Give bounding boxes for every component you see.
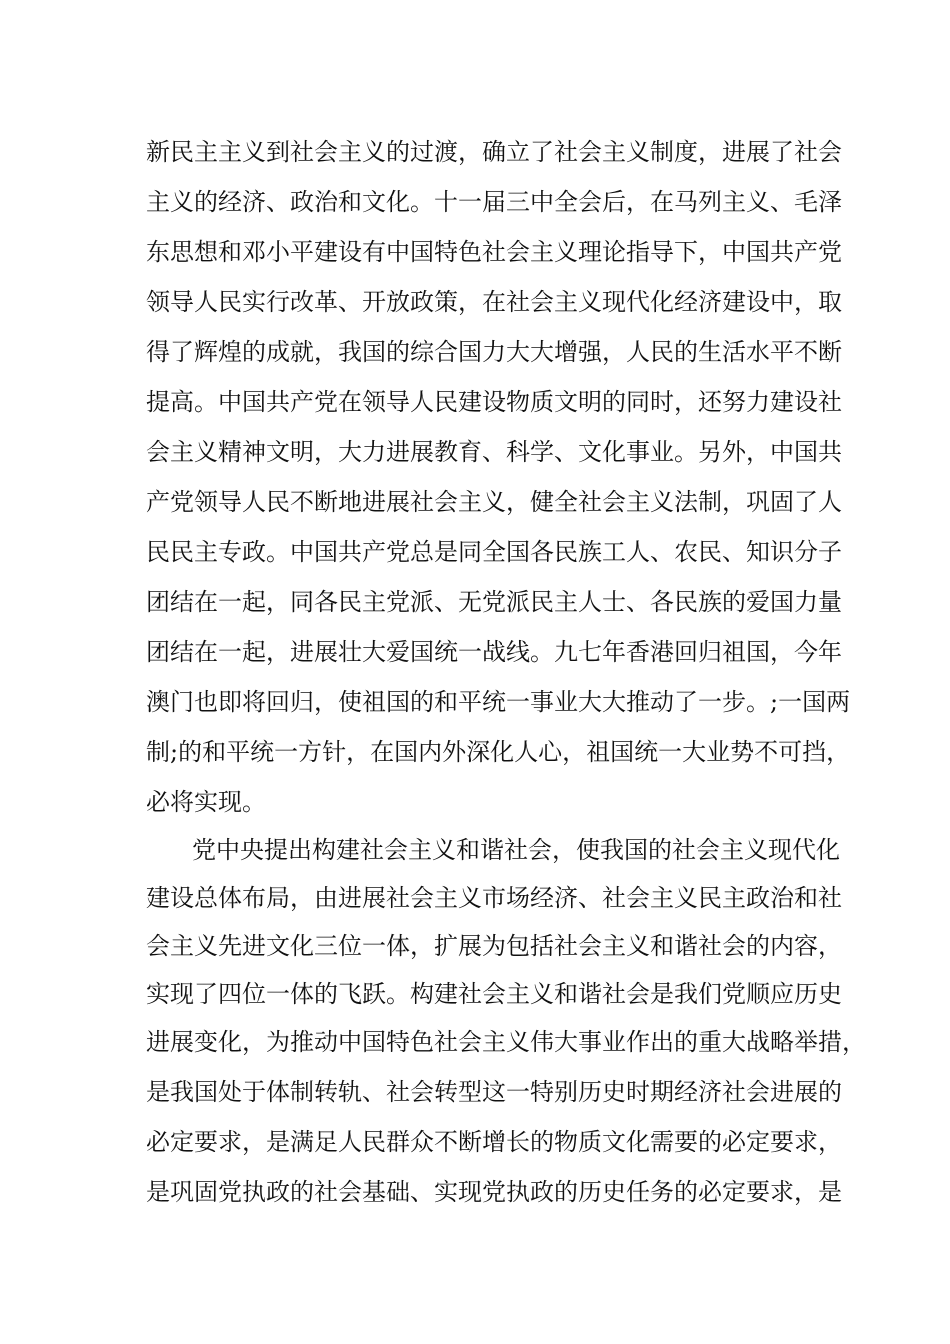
paragraph-1-line-12: 澳门也即将回归，使祖国的和平统一事业大大推动了一步。;一国两 xyxy=(146,688,851,716)
paragraph-1-line-3: 东思想和邓小平建设有中国特色社会主义理论指导下，中国共产党 xyxy=(146,238,842,266)
paragraph-1-line-13: 制;的和平统一方针，在国内外深化人心，祖国统一大业势不可挡， xyxy=(146,738,851,766)
paragraph-1-line-6: 提高。中国共产党在领导人民建设物质文明的同时，还努力建设社 xyxy=(146,388,842,416)
paragraph-1-line-7: 会主义精神文明，大力进展教育、科学、文化事业。另外，中国共 xyxy=(146,438,842,466)
paragraph-1-line-4: 领导人民实行改革、开放政策，在社会主义现代化经济建设中，取 xyxy=(146,288,842,316)
paragraph-2-line-6: 是我国处于体制转轨、社会转型这一特别历史时期经济社会进展的 xyxy=(146,1078,842,1106)
paragraph-2-line-2: 建设总体布局，由进展社会主义市场经济、社会主义民主政治和社 xyxy=(146,884,842,912)
paragraph-2-line-7: 必定要求，是满足人民群众不断增长的物质文化需要的必定要求， xyxy=(146,1128,842,1156)
paragraph-2-line-3: 会主义先进文化三位一体，扩展为包括社会主义和谐社会的内容， xyxy=(146,932,842,960)
paragraph-1-line-5: 得了辉煌的成就，我国的综合国力大大增强，人民的生活水平不断 xyxy=(146,338,842,366)
paragraph-1-line-1: 新民主主义到社会主义的过渡，确立了社会主义制度，进展了社会 xyxy=(146,138,842,166)
paragraph-2-line-5: 进展变化，为推动中国特色社会主义伟大事业作出的重大战略举措， xyxy=(146,1028,866,1056)
paragraph-1-line-11: 团结在一起，进展壮大爱国统一战线。九七年香港回归祖国，今年 xyxy=(146,638,842,666)
paragraph-1-line-9: 民民主专政。中国共产党总是同全国各民族工人、农民、知识分子 xyxy=(146,538,842,566)
paragraph-1-line-8: 产党领导人民不断地进展社会主义，健全社会主义法制，巩固了人 xyxy=(146,488,842,516)
paragraph-2-line-4: 实现了四位一体的飞跃。构建社会主义和谐社会是我们党顺应历史 xyxy=(146,980,842,1008)
paragraph-1-line-2: 主义的经济、政治和文化。十一届三中全会后，在马列主义、毛泽 xyxy=(146,188,842,216)
paragraph-2-line-1: 党中央提出构建社会主义和谐社会，使我国的社会主义现代化 xyxy=(192,836,840,864)
paragraph-1-line-10: 团结在一起，同各民主党派、无党派民主人士、各民族的爱国力量 xyxy=(146,588,842,616)
paragraph-1-line-14: 必将实现。 xyxy=(146,788,266,816)
paragraph-2-line-8: 是巩固党执政的社会基础、实现党执政的历史任务的必定要求，是 xyxy=(146,1178,842,1206)
